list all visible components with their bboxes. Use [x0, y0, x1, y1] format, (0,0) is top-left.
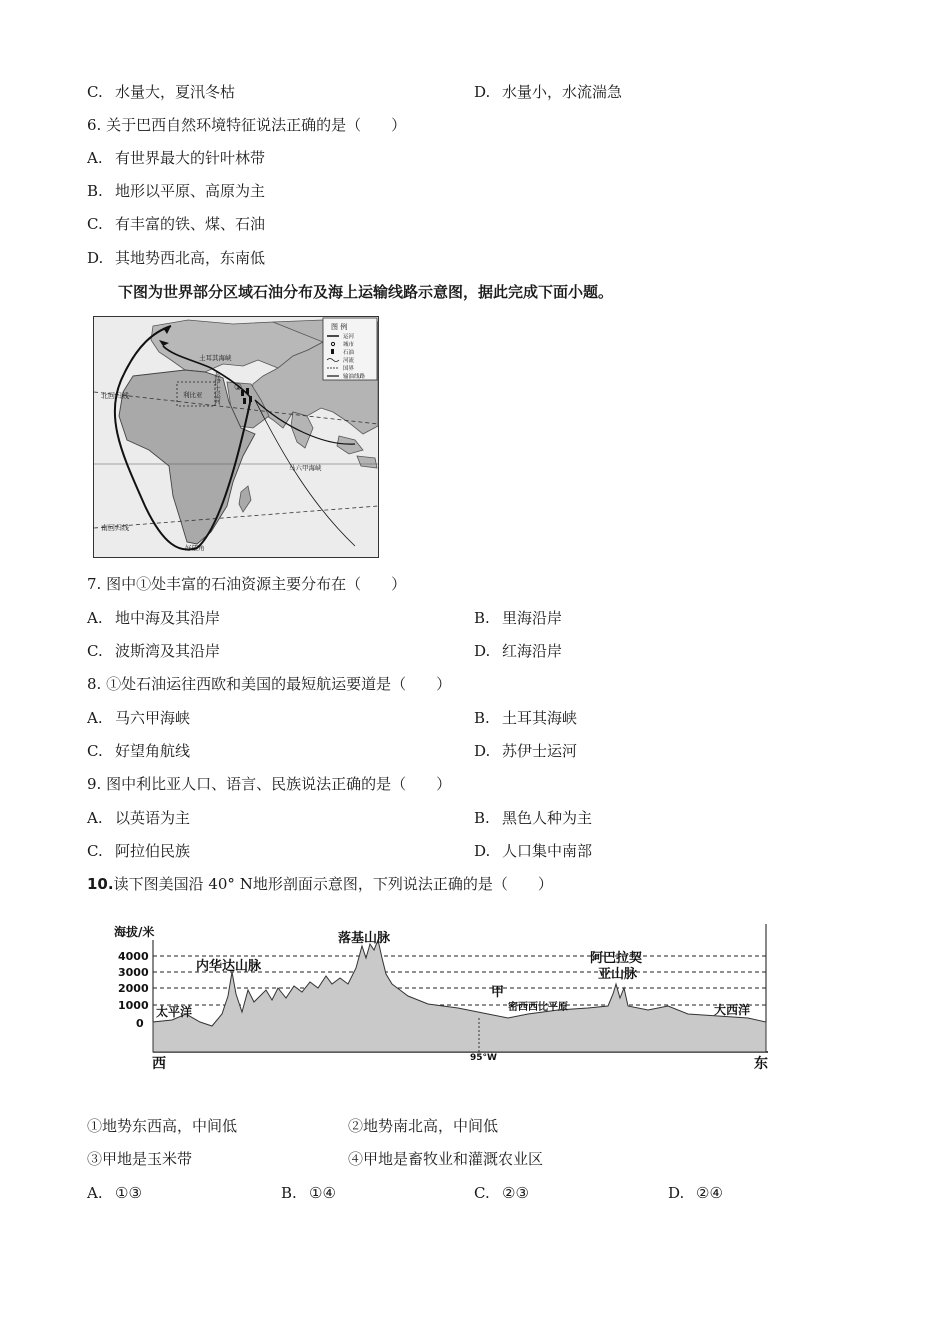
legend-item: 输油线路: [343, 374, 366, 380]
q8-option-b: [474, 708, 577, 728]
option-text: ①④: [309, 1184, 336, 1202]
q10-statement-2: ②地势南北高，中间低: [348, 1117, 499, 1135]
q7-stem: 7. 图中①处丰富的石油资源主要分布在（ ）: [87, 575, 407, 593]
q8-stem: 8. ①处石油运往西欧和美国的最短航运要道是（ ）: [87, 675, 452, 693]
q6-stem: 6. 关于巴西自然环境特征说法正确的是（ ）: [87, 116, 407, 134]
q9-stem: 9. 图中利比亚人口、语言、民族说法正确的是（ ）: [87, 775, 452, 793]
option-letter: C.: [87, 215, 103, 233]
q5-option-d: [474, 82, 622, 102]
q10-stem: [87, 874, 553, 894]
q9-option-d: [474, 841, 592, 861]
option-letter: B.: [474, 709, 490, 727]
q7-option-a: [87, 608, 220, 628]
q7-option-d: [474, 641, 562, 661]
option-letter: A.: [87, 709, 103, 727]
q6-option-a: [87, 148, 265, 168]
q10-option-a: [87, 1183, 142, 1203]
option-letter: D.: [474, 642, 491, 660]
marker-label: ①: [234, 383, 243, 393]
option-letter: D.: [668, 1184, 685, 1202]
option-text: ②③: [502, 1184, 529, 1202]
atlantic-label: 大西洋: [714, 1003, 751, 1017]
option-text: 地中海及其沿岸: [115, 609, 221, 627]
option-letter: D.: [474, 842, 491, 860]
cape-label: 好望角: [185, 544, 205, 552]
option-text: 红海沿岸: [502, 642, 563, 660]
legend-item: 运河: [343, 334, 355, 340]
option-text: 有丰富的铁、煤、石油: [115, 215, 266, 233]
legend-item: 国界: [343, 366, 355, 372]
west-label: 西: [152, 1056, 166, 1072]
q9-option-c: [87, 841, 190, 861]
section-intro: 下图为世界部分区域石油分布及海上运输线路示意图，据此完成下面小题。: [118, 283, 614, 301]
q10-option-c: [474, 1183, 529, 1203]
q10-stem-text: 读下图美国沿 40° N地形剖面示意图，下列说法正确的是（ ）: [113, 875, 553, 893]
turkish-strait-label: 土耳其海峡: [199, 354, 232, 362]
option-letter: B.: [474, 609, 490, 627]
option-letter: B.: [474, 809, 490, 827]
y-tick: 1000: [118, 999, 149, 1012]
appalachian-label-2: 亚山脉: [598, 967, 638, 982]
option-text: 苏伊士运河: [502, 742, 578, 760]
q10-number: 10.: [87, 875, 114, 893]
option-text: 好望角航线: [115, 742, 191, 760]
option-letter: A.: [87, 149, 103, 167]
malacca-label: 马六甲海峡: [289, 464, 322, 472]
option-text: 里海沿岸: [502, 609, 563, 627]
us-terrain-profile: [108, 910, 798, 1074]
option-text: 其地势西北高，东南低: [115, 249, 266, 267]
y-axis-title: 海拔/米: [114, 925, 155, 939]
q10-option-d: [668, 1183, 723, 1203]
libya-label: 利比亚: [183, 391, 203, 399]
q5-option-c: [87, 82, 235, 102]
option-text: 水量小，水流湍急: [502, 83, 623, 101]
nevada-label: 内华达山脉: [196, 959, 262, 974]
q10-statement-4: ④甲地是畜牧业和灌溉农业区: [348, 1150, 544, 1168]
mississippi-label: 密西西比平原: [508, 1002, 568, 1013]
option-letter: C.: [87, 842, 103, 860]
option-letter: B.: [87, 182, 103, 200]
q9-option-b: [474, 808, 592, 828]
option-letter: B.: [281, 1184, 297, 1202]
q10-statement-1: ①地势东西高，中间低: [87, 1117, 238, 1135]
option-text: 人口集中南部: [502, 842, 593, 860]
q8-option-d: [474, 741, 577, 761]
q9-option-a: [87, 808, 190, 828]
jia-label: 甲: [491, 985, 505, 1000]
y-tick: 2000: [118, 982, 149, 995]
option-letter: C.: [87, 642, 103, 660]
rocky-label: 落基山脉: [338, 931, 391, 946]
option-letter: D.: [474, 83, 491, 101]
y-tick: 0: [136, 1017, 144, 1030]
option-text: 水量大，夏汛冬枯: [115, 83, 236, 101]
option-text: ②④: [696, 1184, 723, 1202]
legend-title: 图 例: [331, 323, 348, 331]
q7-option-c: [87, 641, 220, 661]
option-letter: C.: [87, 742, 103, 760]
legend-item: 城市: [343, 342, 355, 348]
appalachian-label-1: 阿巴拉契: [590, 951, 643, 966]
option-letter: A.: [87, 809, 103, 827]
option-letter: D.: [474, 742, 491, 760]
option-letter: C.: [474, 1184, 490, 1202]
tropic-capricorn-label: 南回归线: [101, 524, 129, 532]
option-text: 黑色人种为主: [502, 809, 593, 827]
legend-item: 河流: [343, 358, 355, 364]
q10-statement-3: ③甲地是玉米带: [87, 1150, 193, 1168]
y-tick: 3000: [118, 966, 149, 979]
q6-option-b: [87, 181, 265, 201]
q10-option-b: [281, 1183, 336, 1203]
legend-item: 石油: [343, 350, 355, 356]
y-tick: 4000: [118, 950, 149, 963]
option-text: 波斯湾及其沿岸: [115, 642, 221, 660]
q8-option-c: [87, 741, 190, 761]
option-letter: D.: [87, 249, 104, 267]
suez-canal-label: 苏伊士运河: [213, 372, 221, 405]
east-label: 东: [754, 1056, 768, 1072]
q8-option-a: [87, 708, 190, 728]
option-letter: A.: [87, 1184, 103, 1202]
option-text: 阿拉伯民族: [115, 842, 191, 860]
option-text: 土耳其海峡: [502, 709, 578, 727]
q6-option-d: [87, 248, 265, 268]
q7-option-b: [474, 608, 562, 628]
option-text: ①③: [115, 1184, 142, 1202]
option-letter: A.: [87, 609, 103, 627]
q6-option-c: [87, 214, 265, 234]
option-text: 马六甲海峡: [115, 709, 191, 727]
option-letter: C.: [87, 83, 103, 101]
meridian-label: 95°W: [470, 1053, 497, 1063]
oil-route-map: [93, 316, 379, 558]
tropic-cancer-label: 北回归线: [101, 392, 129, 400]
option-text: 地形以平原、高原为主: [115, 182, 266, 200]
option-text: 以英语为主: [115, 809, 191, 827]
legend-oil-icon: [331, 349, 334, 354]
pacific-label: 太平洋: [156, 1005, 193, 1019]
option-text: 有世界最大的针叶林带: [115, 149, 266, 167]
